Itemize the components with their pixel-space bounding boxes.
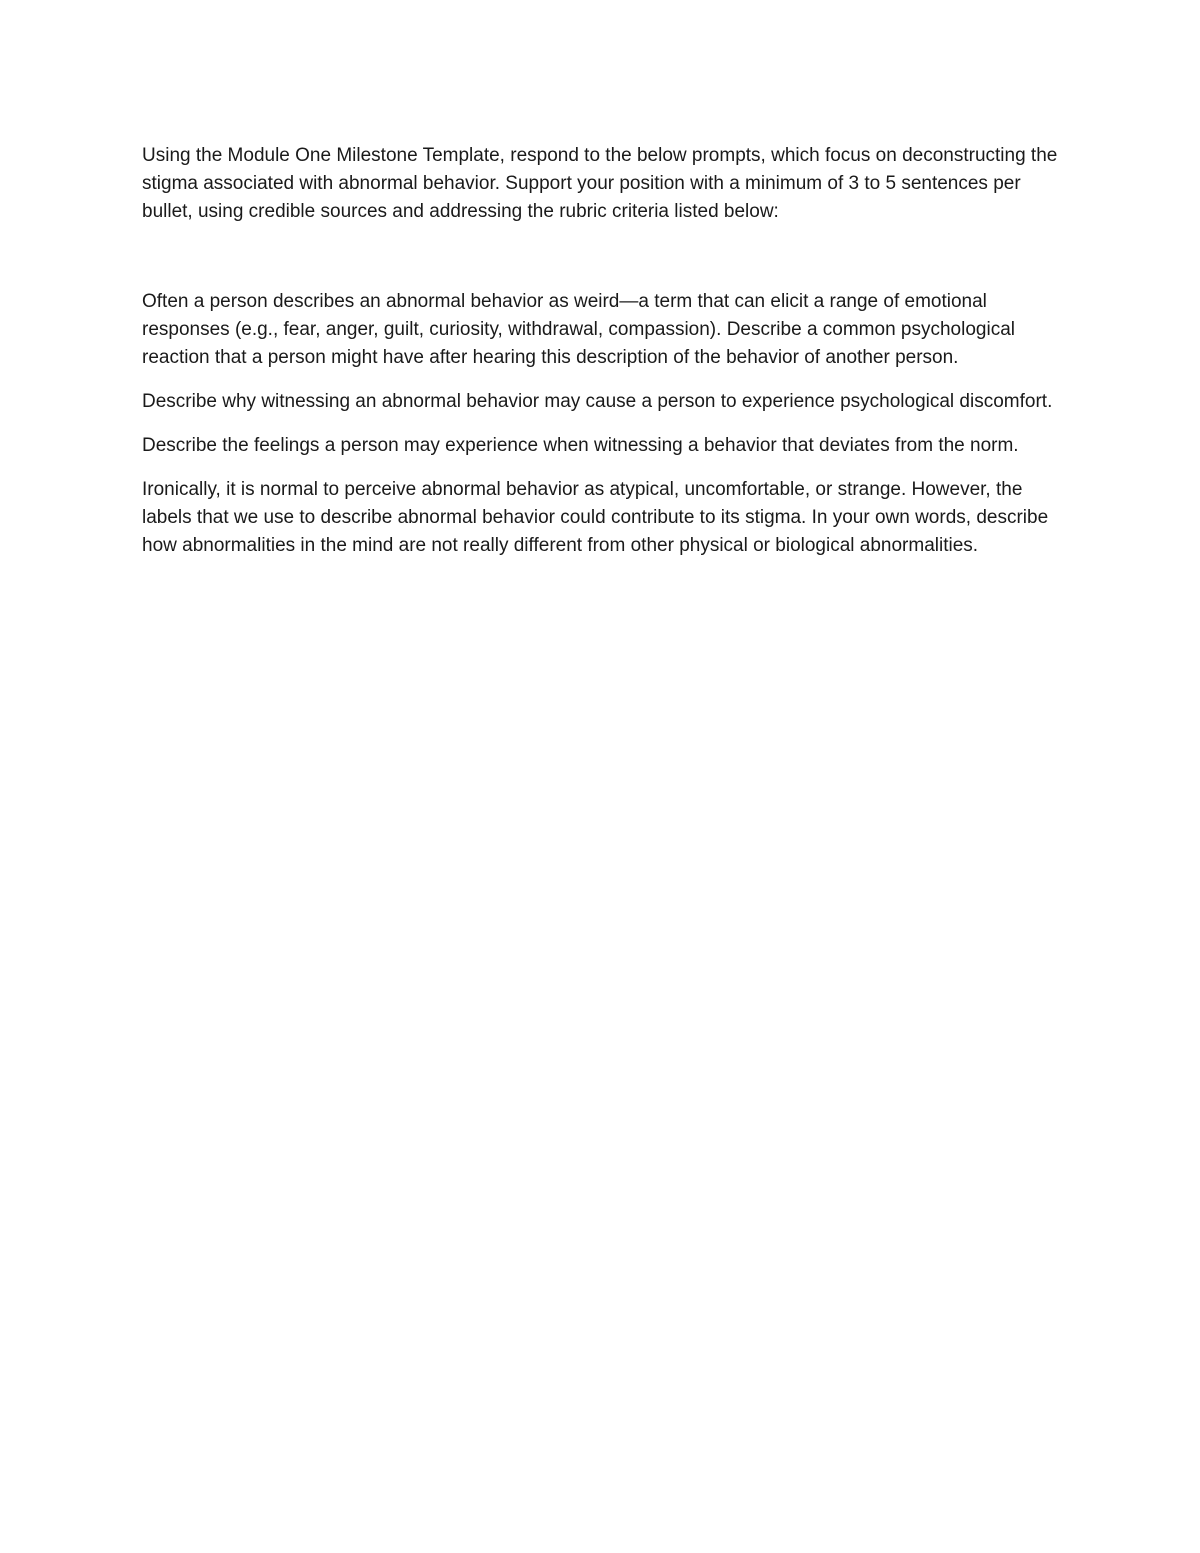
prompt-paragraph-4: Ironically, it is normal to perceive abnormal behavior as atypical, uncomfortable, or strange. However, the labels that we use to describe abnormal behavior could contribute to its stigma. In your own words, describe how abnormalities in the mind are not really different from other physical or biological abnormalities. (142, 479, 1049, 556)
document-body (142, 142, 1062, 576)
intro-paragraph: Using the Module One Milestone Template, respond to the below prompts, which focus on deconstructing the stigma associated with abnormal behavior. Support your position with a minimum of 3 to 5 sentences per bullet, using credible sources and addressing the rubric criteria listed below: (142, 145, 1058, 222)
prompt-paragraph-3: Describe the feelings a person may experience when witnessing a behavior that deviates from the norm. (142, 435, 1019, 456)
prompt-paragraph-1: Often a person describes an abnormal behavior as weird—a term that can elicit a range of emotional responses (e.g., fear, anger, guilt, curiosity, withdrawal, compassion). Describe a common psychological reaction that a person might have after hearing this description of the behavior of another person. (142, 291, 1015, 368)
prompt-paragraph-2: Describe why witnessing an abnormal behavior may cause a person to experience psychological discomfort. (142, 391, 1053, 412)
